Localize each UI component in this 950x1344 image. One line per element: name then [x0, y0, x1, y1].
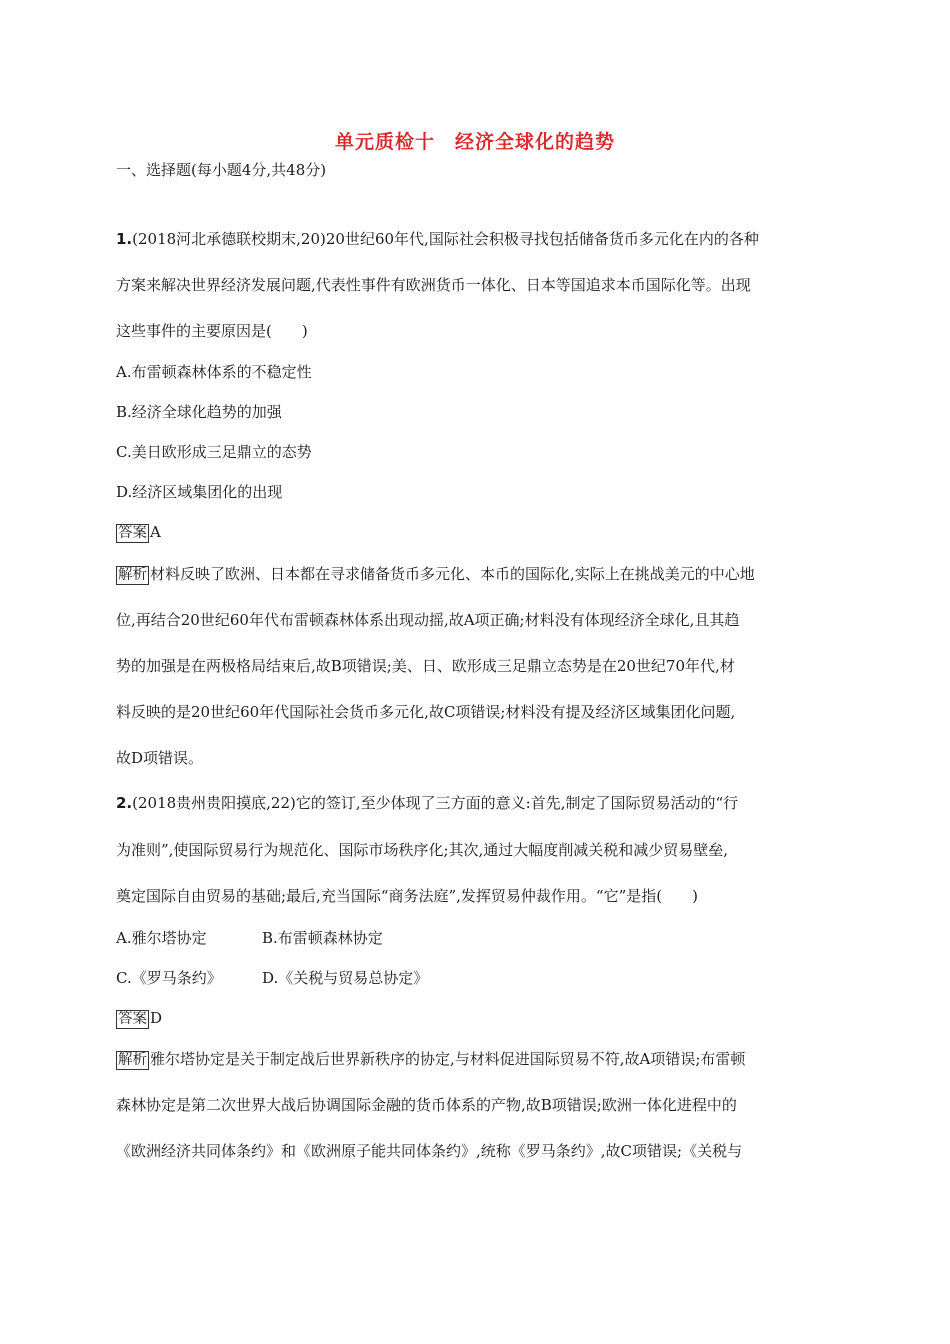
question-1-analysis-line-5: 故D项错误。: [116, 749, 204, 767]
question-1-analysis-line-3: 势的加强是在两极格局结束后,故B项错误;美、日、欧形成三足鼎立态势是在20世纪70年代,材: [116, 657, 735, 675]
question-2-analysis-line-1: 解析 雅尔塔协定是关于制定战后世界新秩序的协定,与材料促进国际贸易不符,故A项错误;布雷顿: [118, 1050, 746, 1068]
analysis-label: 解析: [118, 1052, 147, 1068]
question-1-option-a: A.布雷顿森林体系的不稳定性: [116, 363, 312, 381]
question-2-analysis-line-3: 《欧洲经济共同体条约》和《欧洲原子能共同体条约》,统称《罗马条约》,故C项错误;《关税与: [116, 1142, 743, 1160]
answer-label: 答案: [118, 1011, 147, 1027]
page-title: 单元质检十 经济全球化的趋势: [334, 131, 615, 153]
question-2-analysis-line-2: 森林协定是第二次世界大战后协调国际金融的货币体系的产物,故B项错误;欧洲一体化进程中的: [116, 1096, 737, 1114]
question-2-option-d: D.《关税与贸易总协定》: [262, 969, 429, 987]
question-2-options-row-1: [116, 928, 207, 948]
question-2-line-2: 为准则”,使国际贸易行为规范化、国际市场秩序化;其次,通过大幅度削减关税和减少贸易壁垒,: [116, 841, 729, 859]
question-2-line-3: 奠定国际自由贸易的基础;最后,充当国际“商务法庭”,发挥贸易仲裁作用。“它”是指( ): [116, 887, 698, 905]
question-1-analysis-line-4: 料反映的是20世纪60年代国际社会货币多元化,故C项错误;材料没有提及经济区域集团化问题,: [116, 703, 736, 721]
answer-value: D: [150, 1009, 163, 1027]
question-2-option-b: B.布雷顿森林协定: [262, 929, 383, 947]
question-1-analysis-line-2: 位,再结合20世纪60年代布雷顿森林体系出现动摇,故A项正确;材料没有体现经济全球化,且其趋: [116, 611, 740, 629]
question-1-number: 1.: [116, 230, 133, 248]
question-1-answer: [116, 522, 161, 543]
question-1-line-2: 方案来解决世界经济发展问题,代表性事件有欧洲货币一体化、日本等国追求本币国际化等。出现: [116, 276, 751, 294]
question-2-line-1: 2.(2018贵州贵阳摸底,22)它的签订,至少体现了三方面的意义:首先,制定了国际贸易活动的“行: [116, 794, 739, 812]
question-1-option-d: D.经济区域集团化的出现: [116, 483, 283, 501]
question-1-analysis-line-1: 解析 材料反映了欧洲、日本都在寻求储备货币多元化、本币的国际化,实际上在挑战美元的中心地: [118, 565, 755, 583]
question-1-line-3: 这些事件的主要原因是( ): [116, 322, 308, 340]
question-1-line-1: 1.(2018河北承德联校期末,20)20世纪60年代,国际社会积极寻找包括储备货币多元化在内的各种: [116, 230, 759, 248]
question-1-option-c: C.美日欧形成三足鼎立的态势: [116, 443, 312, 461]
section-heading: 一、选择题(每小题4分,共48分): [116, 161, 327, 179]
question-2-option-a: A.雅尔塔协定: [116, 929, 207, 947]
answer-label: 答案: [118, 525, 147, 541]
answer-value: A: [150, 523, 161, 541]
question-1-option-b: B.经济全球化趋势的加强: [116, 403, 282, 421]
analysis-label: 解析: [118, 567, 147, 583]
question-2-number: 2.: [116, 794, 133, 812]
question-2-option-c: C.《罗马条约》: [116, 969, 222, 987]
question-2-answer: [116, 1008, 162, 1029]
